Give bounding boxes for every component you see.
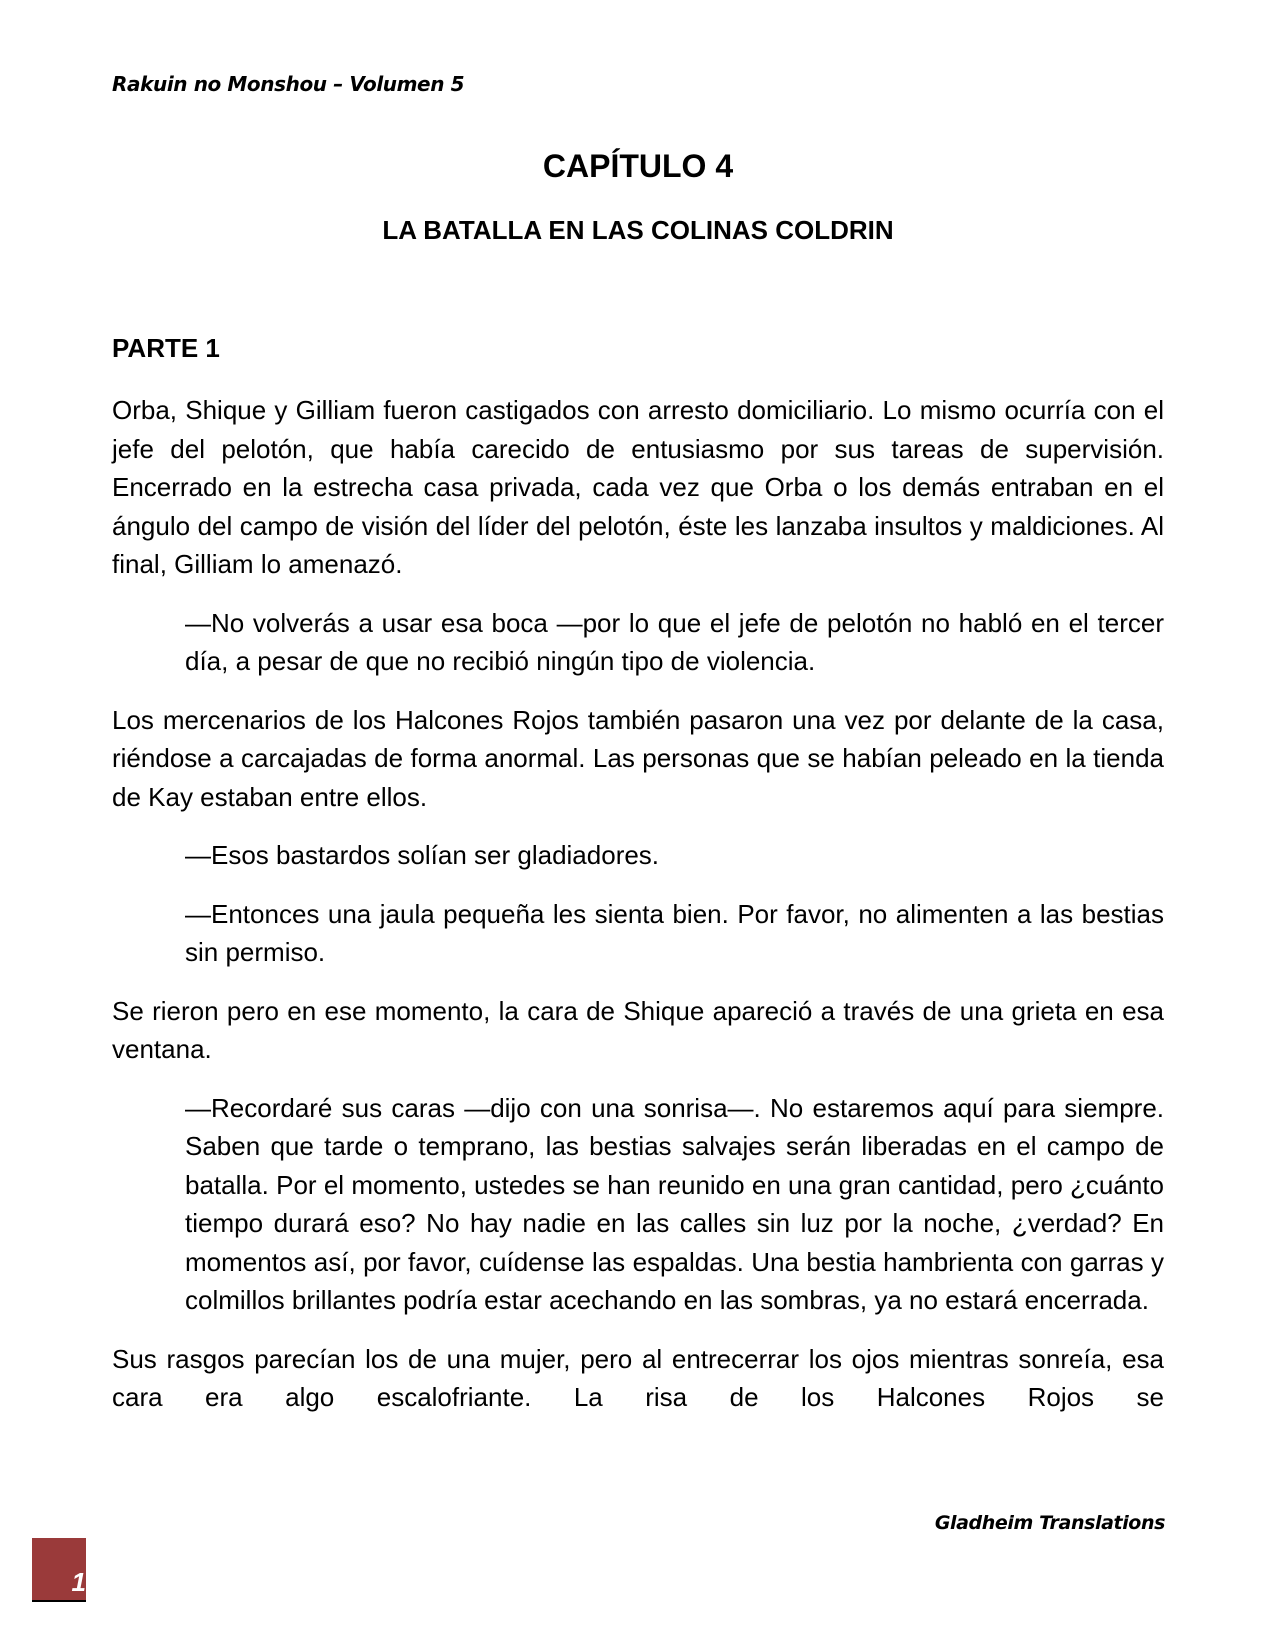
dialogue-paragraph: —Esos bastardos solían ser gladiadores. (185, 840, 660, 870)
dialogue-paragraph: —Recordaré sus caras —dijo con una sonrisa—. No estaremos aquí para siempre. Saben que tarde o temprano, las bestias salvajes serán liberadas en el campo de batalla. Por el momento, ustedes se han reunido en una gran cantidad, pero ¿cuánto tiempo durará eso? No hay nadie en las calles sin luz por la noche, ¿verdad? En momentos así, por favor, cuídense las espaldas. Una bestia hambrienta con garras y colmillos brillantes podría estar acechando en las sombras, ya no estará encerrada. (185, 1092, 1164, 1315)
part-heading: PARTE 1 (112, 333, 220, 363)
paragraph-continued: Sus rasgos parecían los de una mujer, pero al entrecerrar los ojos mientras sonreía, esa cara era algo escalofriante. La risa de los Halcones Rojos se (112, 1343, 1164, 1412)
dialogue-paragraph: —No volverás a usar esa boca —por lo que el jefe de pelotón no habló en el tercer día, a pesar de que no recibió ningún tipo de violencia. (185, 607, 1164, 676)
paragraph: Orba, Shique y Gilliam fueron castigados con arresto domiciliario. Lo mismo ocurría con el jefe del pelotón, que había carecido de entusiasmo por sus tareas de supervisión. Encerrado en la estrecha casa privada, cada vez que Orba o los demás entraban en el ángulo del campo de visión del líder del pelotón, éste les lanzaba insultos y maldiciones. Al final, Gilliam lo amenazó. (112, 395, 1164, 579)
paragraph: Los mercenarios de los Halcones Rojos también pasaron una vez por delante de la casa, riéndose a carcajadas de forma anormal. Las personas que se habían peleado en la tienda de Kay estaban entre ellos. (112, 704, 1164, 812)
dialogue-paragraph: —Entonces una jaula pequeña les sienta bien. Por favor, no alimenten a las bestias sin permiso. (185, 898, 1164, 967)
page-number-badge (32, 1538, 86, 1600)
page-number: 1 (71, 1567, 86, 1597)
body-text (112, 391, 1164, 1417)
paragraph: Se rieron pero en ese momento, la cara de Shique apareció a través de una grieta en esa ventana. (112, 995, 1164, 1064)
running-header: Rakuin no Monshou – Volumen 5 (112, 72, 465, 96)
chapter-title: CAPÍTULO 4 (542, 148, 734, 184)
page-number-underline (32, 1600, 86, 1602)
chapter-subtitle: LA BATALLA EN LAS COLINAS COLDRIN (382, 215, 894, 245)
footer-credit: Gladheim Translations (934, 1512, 1165, 1534)
